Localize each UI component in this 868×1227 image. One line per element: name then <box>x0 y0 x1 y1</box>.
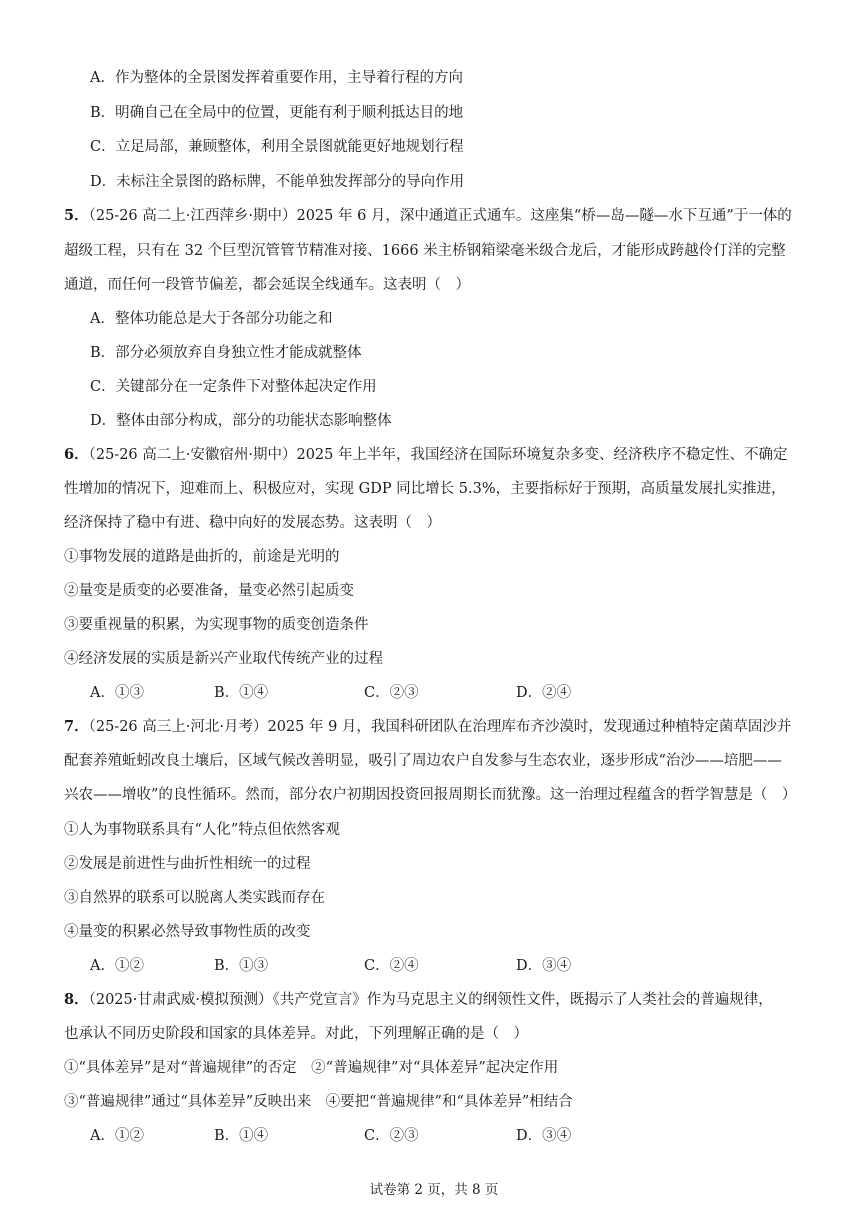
q4-option-c: C．立足局部，兼顾整体，利用全景图就能更好地规划行程 <box>90 139 464 155</box>
q6-choice-a[interactable]: A．①③ <box>90 685 144 701</box>
q4-option-b: B．明确自己在全局中的位置，更能有利于顺利抵达目的地 <box>90 105 464 121</box>
q7-stem-line-3: 兴农——增收”的良性循环。然而，部分农户初期因投资回报周期长而犹豫。这一治理过程蕴含的哲学智慧是（ ） <box>64 787 797 803</box>
q6-stem-line-1: 6．（25-26 高二上·安徽宿州·期中）2025 年上半年，我国经济在国际环境复杂多变、经济秩序不稳定性、不确定 <box>64 446 788 463</box>
q6-choice-c[interactable]: C．②③ <box>364 685 419 701</box>
q7-choice-a[interactable]: A．①② <box>90 958 144 974</box>
q7-choice-c[interactable]: C．②④ <box>364 958 419 974</box>
q7-stem-line-2: 配套养殖蚯蚓改良土壤后，区域气候改善明显，吸引了周边农户自发参与生态农业，逐步形成“治沙——培肥—— <box>64 753 782 769</box>
q8-statement-line-1: ①“具体差异”是对“普遍规律”的否定 ②“普遍规律”对“具体差异”起决定作用 <box>64 1060 559 1076</box>
q7-statement-3: ③自然界的联系可以脱离人类实践而存在 <box>64 890 325 906</box>
q7-statement-1: ①人为事物联系具有“人化”特点但依然客观 <box>64 822 340 838</box>
q6-statement-4: ④经济发展的实质是新兴产业取代传统产业的过程 <box>64 651 383 667</box>
q5-stem-line-3: 通道，而任何一段管节偏差，都会延误全线通车。这表明（ ） <box>64 277 470 293</box>
q8-choice-d[interactable]: D．③④ <box>516 1128 572 1144</box>
page-footer: 试卷第 2 页，共 8 页 <box>369 1182 499 1198</box>
q6-stem-line-3: 经济保持了稳中有进、稳中向好的发展态势。这表明（ ） <box>64 515 441 531</box>
q4-option-d: D．未标注全景图的路标牌，不能单独发挥部分的导向作用 <box>90 174 465 190</box>
q7-number: 7． <box>64 718 89 735</box>
q8-choice-c[interactable]: C．②③ <box>364 1128 419 1144</box>
q8-choice-b[interactable]: B．①④ <box>214 1128 269 1144</box>
q8-stem-line-1: 8．（2025·甘肃武威·模拟预测）《共产党宣言》作为马克思主义的纲领性文件，既揭示了人类社会的普遍规律， <box>64 991 773 1008</box>
q6-number: 6． <box>64 446 89 463</box>
q7-statement-2: ②发展是前进性与曲折性相统一的过程 <box>64 856 311 872</box>
q7-choices <box>90 956 790 976</box>
q6-stem-line-2: 性增加的情况下，迎难而上、积极应对，实现 GDP 同比增长 5.3%，主要指标好于预期，高质量发展扎实推进， <box>64 481 786 497</box>
q8-statement-line-2: ③“普遍规律”通过“具体差异”反映出来 ④要把“普遍规律”和“具体差异”相结合 <box>64 1094 573 1110</box>
q6-statement-2: ②量变是质变的必要准备，量变必然引起质变 <box>64 583 354 599</box>
q5-option-a: A．整体功能总是大于各部分功能之和 <box>90 311 333 327</box>
q7-statement-4: ④量变的积累必然导致事物性质的改变 <box>64 924 311 940</box>
q6-choice-d[interactable]: D．②④ <box>516 685 572 701</box>
q5-option-d: D．整体由部分构成，部分的功能状态影响整体 <box>90 413 392 429</box>
q8-choices <box>90 1126 790 1146</box>
q5-stem-line-1: 5．（25-26 高二上·江西萍乡·期中）2025 年 6 月，深中通道正式通车。这座集“桥—岛—隧—水下互通”于一体的 <box>64 207 792 224</box>
q6-statement-3: ③要重视量的积累，为实现事物的质变创造条件 <box>64 617 369 633</box>
q8-stem-line-2: 也承认不同历史阶段和国家的具体差异。对此，下列理解正确的是（ ） <box>64 1026 528 1042</box>
q5-number: 5． <box>64 207 89 224</box>
q8-choice-a[interactable]: A．①② <box>90 1128 144 1144</box>
q5-option-b: B．部分必须放弃自身独立性才能成就整体 <box>90 345 362 361</box>
q6-statement-1: ①事物发展的道路是曲折的，前途是光明的 <box>64 549 340 565</box>
q6-choice-b[interactable]: B．①④ <box>214 685 269 701</box>
q5-stem-line-2: 超级工程，只有在 32 个巨型沉管管节精准对接、1666 米主桥钢箱梁毫米级合龙后，才能形成跨越伶仃洋的完整 <box>64 243 786 259</box>
q8-number: 8． <box>64 991 89 1008</box>
q7-choice-d[interactable]: D．③④ <box>516 958 572 974</box>
q4-option-a: A．作为整体的全景图发挥着重要作用，主导着行程的方向 <box>90 70 463 86</box>
q7-choice-b[interactable]: B．①③ <box>214 958 269 974</box>
q7-stem-line-1: 7．（25-26 高三上·河北·月考）2025 年 9 月，我国科研团队在治理库布齐沙漠时，发现通过种植特定菌草固沙并 <box>64 718 792 735</box>
q5-option-c: C．关键部分在一定条件下对整体起决定作用 <box>90 379 377 395</box>
q6-choices <box>90 683 790 703</box>
